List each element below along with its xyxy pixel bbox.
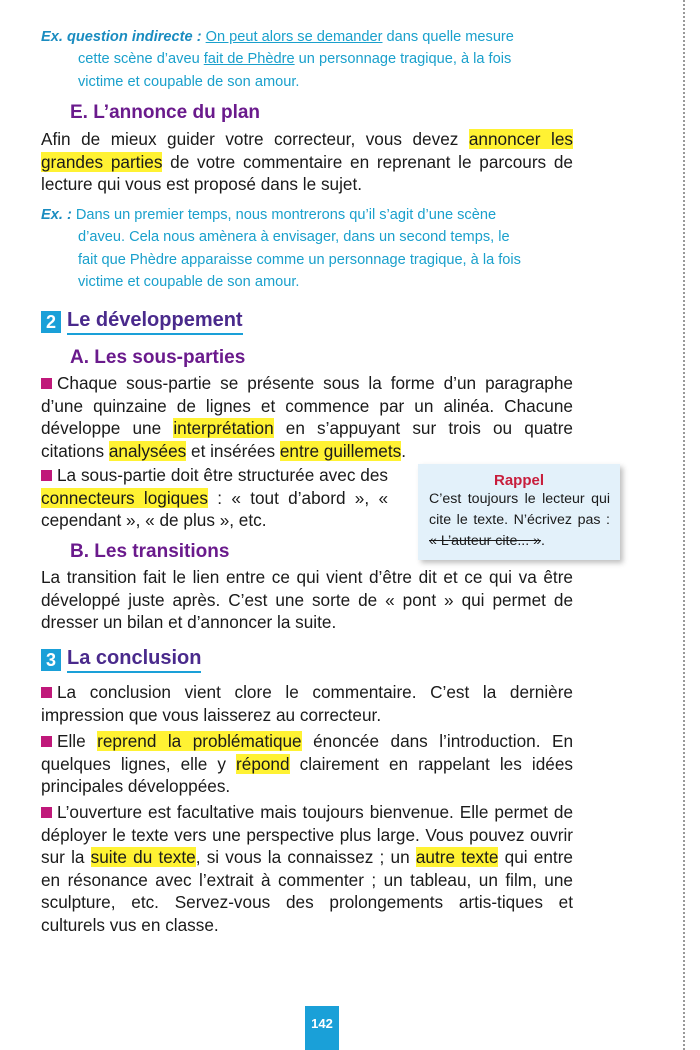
rappel-title: Rappel (493, 472, 544, 489)
heading-development: 2 Le développement (41, 309, 243, 335)
paragraph-transitions: La transition fait le lien entre ce qui vient d’être dit et ce qui va être développé juste après. C’est une sorte de « pont » qui permet de dresser un bilan et d’annoncer la suite. (41, 567, 573, 632)
paragraph-conclusion-3: L’ouverture est facultative mais toujours bienvenue. Elle permet de déployer le texte vers une perspective plus large. Vous pouvez ouvrir sur la suite du texte, si vous la connaissez ; un autre texte qui entre en résonance avec l’extrait à commenter ; un tableau, un film, une sculpture, etc. Servez-vous des prolongements artis-tiques et culturels vus en classe. (41, 802, 573, 935)
example-plan: Ex. : Dans un premier temps, nous montrerons qu’il s’agit d’une scène d’aveu. Cela nous amènera à envisager, dans un second temps, le fait que Phèdre apparaisse comme un personnage tragique, à la fois victime et coupable de son amour. (41, 207, 521, 291)
bullet-square-icon (41, 687, 52, 698)
section-number-badge: 2 (41, 311, 61, 333)
example-label: Ex. question indirecte : (41, 29, 202, 45)
bullet-square-icon (41, 736, 52, 747)
section-number-badge: 3 (41, 649, 61, 671)
paragraph-connectors: La sous-partie doit être structurée avec des connecteurs logiques : « tout d’abord », « cependant », « de plus », etc. (41, 465, 389, 530)
paragraph-conclusion-1: La conclusion vient clore le commentaire. C’est la dernière impression que vous laisserez au correcteur. (41, 682, 573, 725)
paragraph-plan: Afin de mieux guider votre correcteur, vous devez annoncer les grandes parties de votre commentaire en reprenant le parcours de lecture qui vous est proposé dans le sujet. (41, 129, 573, 194)
dotted-margin-line (683, 0, 685, 1050)
page-number: 142 (305, 1006, 339, 1050)
bullet-square-icon (41, 378, 52, 389)
rappel-body: C’est toujours le lecteur qui cite le texte. N’écrivez pas : « L’auteur cite... ». (429, 491, 610, 549)
bullet-square-icon (41, 470, 52, 481)
subheading-subparts: A. Les sous-parties (70, 347, 246, 368)
example-indirect-question: Ex. question indirecte : On peut alors se demander dans quelle mesure cette scène d’aveu fait de Phèdre un personnage tragique, à la fois victime et coupable de son amour. (41, 29, 514, 90)
rappel-box (418, 464, 620, 560)
heading-conclusion: 3 La conclusion (41, 647, 201, 673)
paragraph-subparts: Chaque sous-partie se présente sous la forme d’un paragraphe d’une quinzaine de lignes et commence par un alinéa. Chacune développe une interprétation en s’appuyant sur trois ou quatre citations analysées et insérées entre guillemets. (41, 373, 573, 461)
paragraph-conclusion-2: Elle reprend la problématique énoncée dans l’introduction. En quelques lignes, elle y répond clairement en rappelant les idées principales développées. (41, 731, 574, 796)
bullet-square-icon (41, 807, 52, 818)
subheading-transitions: B. Les transitions (70, 541, 230, 562)
subheading-plan-announcement: E. L’annonce du plan (70, 102, 261, 123)
